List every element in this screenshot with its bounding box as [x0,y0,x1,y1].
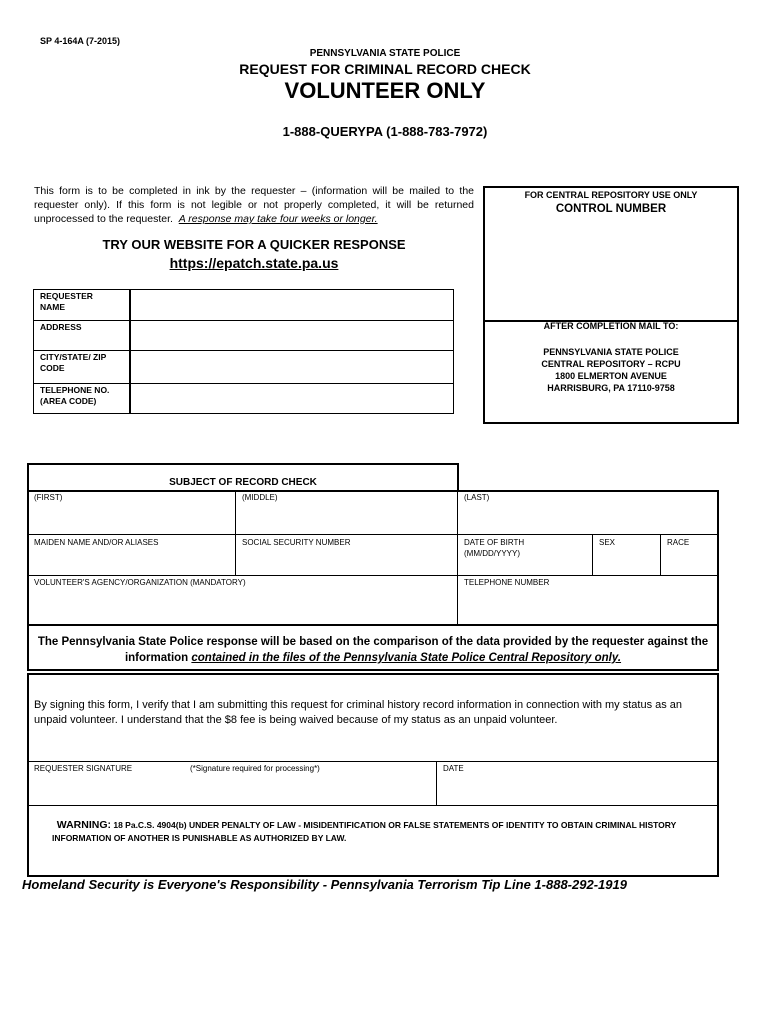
subject-heading: SUBJECT OF RECORD CHECK [169,477,317,488]
signature-field[interactable] [30,775,435,804]
address-field[interactable] [131,321,453,350]
requester-name-label: REQUESTER NAME [40,291,93,312]
race-field[interactable] [662,548,717,574]
agency-heading: PENNSYLVANIA STATE POLICE [309,48,461,59]
first-name-field[interactable] [30,503,234,533]
agency-field[interactable] [30,589,456,624]
form-subtitle: VOLUNTEER ONLY [284,78,486,103]
agency-label: VOLUNTEER'S AGENCY/ORGANIZATION (MANDATORY) [34,578,246,587]
mail-address-line-1: PENNSYLVANIA STATE POLICE [543,347,679,357]
warning-label: WARNING: [56,819,111,831]
signature-date-label: DATE [443,764,464,773]
race-label: RACE [667,538,690,547]
control-number-field[interactable] [487,218,737,318]
notice-text: The Pennsylvania State Police response will be based on the comparison of the data provided by the requester against the information contained in the files of the Pennsylvania State Police Central Repository only. [37,636,709,664]
agency-phone-label: TELEPHONE NUMBER [464,578,550,587]
notice-emphasis: contained in the files of the Pennsylvania State Police Central Repository only. [191,652,622,664]
city-state-zip-field[interactable] [131,351,453,383]
repository-use-only: FOR CENTRAL REPOSITORY USE ONLY [524,190,698,200]
sex-field[interactable] [594,548,659,574]
signature-label: REQUESTER SIGNATURE [34,764,133,773]
ssn-field[interactable] [237,548,456,574]
footer-tip-line: Homeland Security is Everyone's Responsibility - Pennsylvania Terrorism Tip Line 1-888-292-1919 [22,877,627,892]
signature-date-field[interactable] [438,775,717,804]
first-name-label: (FIRST) [34,493,63,502]
website-link[interactable]: https://epatch.state.pa.us [169,255,339,271]
mail-address-line-3: 1800 ELMERTON AVENUE [555,371,667,381]
certification-text: By signing this form, I verify that I am submitting this request for criminal history record information in connection with my status as an unpaid volunteer. I understand that the $8 fee is being waived because of my status as an unpaid volunteer. [34,699,683,726]
mail-address-line-4: HARRISBURG, PA 17110-9758 [547,383,675,393]
intro-text: This form is to be completed in ink by the requester – (information will be mailed to the requester only). If this form is not legible or not properly completed, it will be returned unprocessed to the requester. A response may take four weeks or longer. [34,185,474,225]
form-title: REQUEST FOR CRIMINAL RECORD CHECK [239,61,531,77]
requester-name-field[interactable] [131,290,453,320]
city-state-zip-label: CITY/STATE/ ZIP CODE [40,352,107,373]
mail-address-line-2: CENTRAL REPOSITORY – RCPU [541,359,681,369]
control-number-label: CONTROL NUMBER [555,203,667,215]
maiden-name-field[interactable] [30,548,234,574]
sex-label: SEX [599,538,616,547]
dob-field[interactable] [459,560,591,574]
telephone-label: TELEPHONE NO. (AREA CODE) [40,385,110,406]
middle-name-field[interactable] [237,503,456,533]
last-name-field[interactable] [459,503,717,533]
agency-phone-field[interactable] [459,589,717,624]
ssn-label: SOCIAL SECURITY NUMBER [242,538,351,547]
last-name-label: (LAST) [464,493,490,502]
middle-name-label: (MIDDLE) [242,493,278,502]
form-id: SP 4-164A (7-2015) [40,36,121,46]
signature-note: (*Signature required for processing*) [190,764,320,773]
mail-to-label: AFTER COMPLETION MAIL TO: [543,321,679,331]
telephone-field[interactable] [131,384,453,414]
warning-text: WARNING: 18 Pa.C.S. 4904(b) UNDER PENALTY OF LAW - MISIDENTIFICATION OR FALSE STATEMENTS OF IDENTITY TO OBTAIN CRIMINAL HISTORY INFORMATION OF ANOTHER IS PUNISHABLE AS AUTHORIZED BY LAW. [52,819,677,843]
maiden-name-label: MAIDEN NAME AND/OR ALIASES [34,538,159,547]
phone-number: 1-888-QUERYPA (1-888-783-7972) [282,124,488,139]
dob-label: DATE OF BIRTH (MM/DD/YYYY) [464,538,525,558]
address-label: ADDRESS [40,322,82,332]
intro-emphasis: A response may take four weeks or longer. [178,213,378,225]
website-heading: TRY OUR WEBSITE FOR A QUICKER RESPONSE [102,237,406,252]
